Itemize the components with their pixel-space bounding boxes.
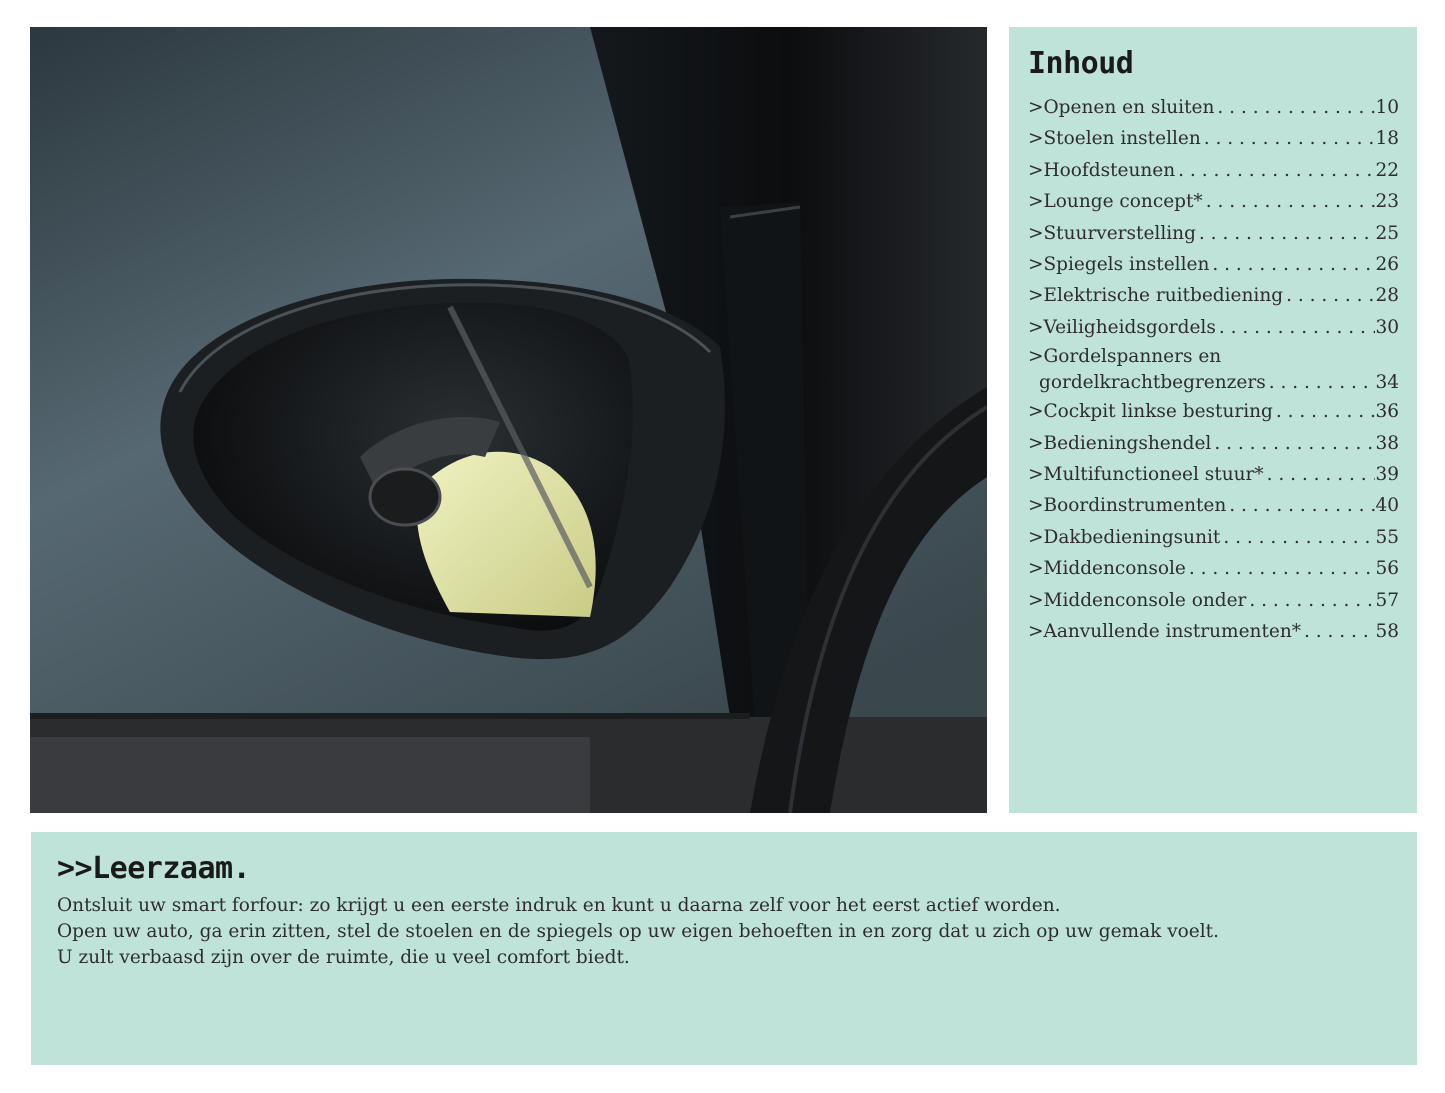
intro-title: >>Leerzaam. <box>57 851 251 886</box>
toc-item[interactable]: >Dakbedieningsunit . . . 55 <box>1028 522 1399 553</box>
toc-page-number: 38 <box>1375 432 1399 454</box>
toc-page-number: 36 <box>1375 401 1399 423</box>
toc-page-number: 30 <box>1375 316 1399 338</box>
intro-panel <box>31 832 1417 1065</box>
toc-item-label: >Gordelspanners en <box>1028 346 1222 368</box>
intro-line: U zult verbaasd zijn over de ruimte, die u veel comfort biedt. <box>57 947 630 968</box>
toc-page-number: 28 <box>1375 285 1399 307</box>
toc-item[interactable]: >Stuurverstelling . . . 25 <box>1028 218 1399 249</box>
table-of-contents <box>1009 27 1417 813</box>
toc-page-number: 22 <box>1375 159 1399 181</box>
toc-page-number: 26 <box>1375 254 1399 276</box>
toc-page-number: 23 <box>1375 191 1399 213</box>
intro-line: Open uw auto, ga erin zitten, stel de stoelen en de spiegels op uw eigen behoeften in en zorg dat u zich op uw gemak voelt. <box>57 921 1219 942</box>
toc-title: Inhoud <box>1028 46 1134 81</box>
toc-item[interactable]: >Cockpit linkse besturing . . . 36 <box>1028 396 1399 427</box>
toc-item[interactable]: >Multifunctioneel stuur* . . . 39 <box>1028 459 1399 490</box>
toc-page-number: 58 <box>1375 621 1399 643</box>
toc-item[interactable]: >Openen en sluiten . . . 10 <box>1028 92 1399 123</box>
toc-item[interactable]: >Lounge concept* . . . 23 <box>1028 186 1399 217</box>
toc-item[interactable]: >Elektrische ruitbediening . . . 28 <box>1028 280 1399 311</box>
toc-item[interactable]: >Hoofdsteunen . . . 22 <box>1028 155 1399 186</box>
toc-item-label-continued: gordelkrachtbegrenzers <box>1039 372 1266 394</box>
toc-item[interactable]: >Middenconsole . . . 56 <box>1028 553 1399 584</box>
toc-page-number: 25 <box>1375 222 1399 244</box>
toc-list <box>1028 92 1399 648</box>
toc-page-number: 10 <box>1375 97 1399 118</box>
toc-page-number: 18 <box>1375 128 1399 150</box>
toc-item[interactable]: >Veiligheidsgordels . . . 30 <box>1028 312 1399 343</box>
toc-page-number: 55 <box>1375 526 1399 548</box>
toc-page-number: 40 <box>1375 495 1399 517</box>
toc-item[interactable] <box>1028 343 1399 396</box>
toc-page-number: 56 <box>1375 558 1399 580</box>
mirror-illustration <box>30 27 987 813</box>
toc-page-number: 57 <box>1375 589 1399 611</box>
toc-item[interactable]: >Aanvullende instrumenten* . . . 58 <box>1028 616 1399 647</box>
mirror-photo <box>30 27 987 813</box>
toc-page-number: 34 <box>1375 372 1399 394</box>
intro-line: Ontsluit uw smart forfour: zo krijgt u een eerste indruk en kunt u daarna zelf voor het eerst actief worden. <box>57 895 1061 916</box>
toc-item[interactable]: >Bedieningshendel . . . 38 <box>1028 428 1399 459</box>
toc-page-number: 39 <box>1375 464 1399 486</box>
toc-item[interactable]: >Stoelen instellen . . . 18 <box>1028 123 1399 154</box>
toc-item[interactable]: >Boordinstrumenten . . . 40 <box>1028 490 1399 521</box>
toc-item[interactable]: >Spiegels instellen . . . 26 <box>1028 249 1399 280</box>
toc-item[interactable]: >Middenconsole onder . . . 57 <box>1028 585 1399 616</box>
